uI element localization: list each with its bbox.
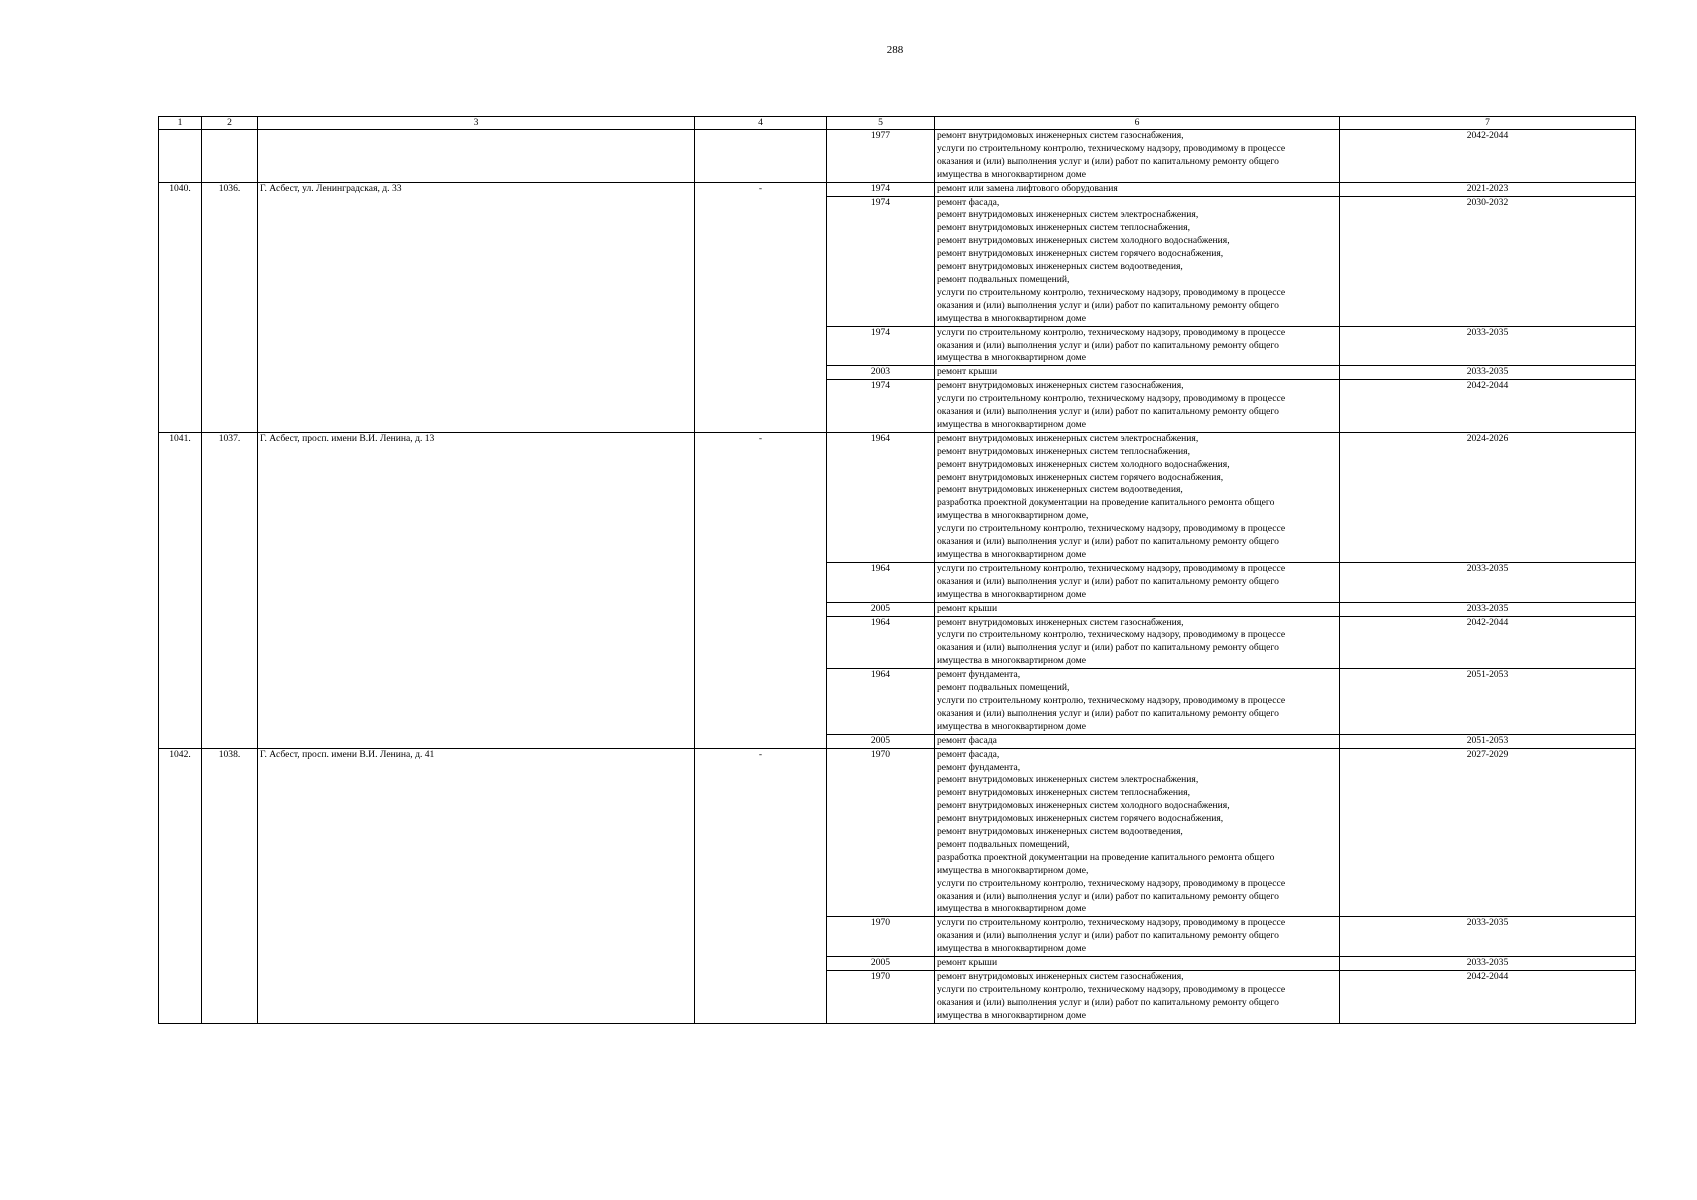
period-cell: 2042-2044 (1340, 130, 1636, 183)
works-cell (935, 917, 1340, 957)
work-item: имущества в многоквартирном доме (937, 549, 1086, 560)
work-item: услуги по строительному контролю, техническому надзору, проводимому в процессе (937, 326, 1286, 338)
period-cell: 2033-2035 (1340, 562, 1636, 602)
object-number-cell: 1037. (202, 432, 258, 748)
work-item: имущества в многоквартирном доме, (937, 510, 1089, 522)
work-item: имущества в многоквартирном доме (937, 1009, 1086, 1021)
table-row (159, 182, 1636, 196)
works-cell (935, 130, 1340, 183)
work-item: услуги по строительному контролю, техническому надзору, проводимому в процессе (937, 393, 1286, 405)
work-item: ремонт внутридомовых инженерных систем холодного водоснабжения, (937, 800, 1230, 812)
work-item: имущества в многоквартирном доме (937, 655, 1086, 667)
work-item: имущества в многоквартирном доме (937, 352, 1086, 364)
work-item: ремонт внутридомовых инженерных систем холодного водоснабжения, (937, 235, 1230, 247)
work-item: ремонт внутридомовых инженерных систем горячего водоснабжения, (937, 471, 1224, 483)
work-item: оказания и (или) выполнения услуг и (или) работ по капитальному ремонту общего (937, 299, 1279, 311)
work-item: ремонт подвальных помещений, (937, 838, 1070, 850)
work-item: ремонт или замена лифтового оборудования (937, 182, 1118, 194)
work-item: ремонт фасада, (937, 748, 1000, 760)
work-item: ремонт крыши (937, 957, 998, 969)
year-cell: 1970 (827, 917, 935, 957)
works-cell (935, 957, 1340, 971)
works-cell (935, 326, 1340, 366)
table-body (159, 130, 1636, 1024)
column-header: 3 (258, 117, 695, 130)
col4-cell: - (695, 432, 827, 748)
work-item: разработка проектной документации на проведение капитального ремонта общего (937, 497, 1275, 509)
period-cell: 2033-2035 (1340, 602, 1636, 616)
work-item: имущества в многоквартирном доме (937, 168, 1086, 180)
period-cell: 2033-2035 (1340, 957, 1636, 971)
work-item: ремонт фундамента, (937, 761, 1021, 773)
table-row (159, 748, 1636, 917)
work-item: оказания и (или) выполнения услуг и (или) работ по капитальному ремонту общего (937, 536, 1279, 548)
col4-cell: - (695, 182, 827, 432)
year-cell: 1974 (827, 182, 935, 196)
work-item: оказания и (или) выполнения услуг и (или) работ по капитальному ремонту общего (937, 155, 1279, 167)
year-cell: 1974 (827, 326, 935, 366)
table-row (159, 432, 1636, 562)
object-number-cell: 1036. (202, 182, 258, 432)
year-cell: 1964 (827, 616, 935, 669)
row-number-cell: 1042. (159, 748, 202, 1023)
work-item: имущества в многоквартирном доме (937, 720, 1086, 732)
year-cell: 1964 (827, 432, 935, 562)
work-item: услуги по строительному контролю, техническому надзору, проводимому в процессе (937, 286, 1286, 298)
work-item: ремонт внутридомовых инженерных систем теплоснабжения, (937, 222, 1190, 234)
work-item: ремонт внутридомовых инженерных систем водоотведения, (937, 261, 1183, 273)
year-cell: 2005 (827, 734, 935, 748)
year-cell: 1974 (827, 380, 935, 433)
period-cell: 2033-2035 (1340, 366, 1636, 380)
work-item: услуги по строительному контролю, техническому надзору, проводимому в процессе (937, 523, 1286, 535)
work-item: ремонт внутридомовых инженерных систем газоснабжения, (937, 130, 1184, 141)
works-cell (935, 380, 1340, 433)
work-item: ремонт внутридомовых инженерных систем электроснабжения, (937, 774, 1199, 786)
work-item: ремонт внутридомовых инженерных систем горячего водоснабжения, (937, 248, 1224, 260)
works-cell (935, 734, 1340, 748)
works-cell (935, 971, 1340, 1024)
work-item: ремонт крыши (937, 366, 998, 378)
address-cell (258, 130, 695, 183)
work-item: имущества в многоквартирном доме (937, 943, 1086, 955)
col4-cell: - (695, 748, 827, 1023)
work-item: услуги по строительному контролю, техническому надзору, проводимому в процессе (937, 142, 1286, 154)
work-item: услуги по строительному контролю, техническому надзору, проводимому в процессе (937, 629, 1286, 641)
year-cell: 1970 (827, 971, 935, 1024)
work-item: оказания и (или) выполнения услуг и (или) работ по капитальному ремонту общего (937, 575, 1279, 587)
work-item: имущества в многоквартирном доме (937, 588, 1086, 600)
work-item: оказания и (или) выполнения услуг и (или) работ по капитальному ремонту общего (937, 406, 1279, 418)
period-cell: 2042-2044 (1340, 616, 1636, 669)
period-cell: 2033-2035 (1340, 917, 1636, 957)
works-cell (935, 748, 1340, 917)
column-header: 5 (827, 117, 935, 130)
table-header-row (159, 117, 1636, 130)
work-item: ремонт фасада (937, 734, 997, 746)
row-number-cell: 1040. (159, 182, 202, 432)
work-item: оказания и (или) выполнения услуг и (или) работ по капитальному ремонту общего (937, 339, 1279, 351)
work-item: ремонт внутридомовых инженерных систем водоотведения, (937, 826, 1183, 838)
repair-schedule-table (158, 116, 1636, 1024)
work-item: услуги по строительному контролю, техническому надзору, проводимому в процессе (937, 694, 1286, 706)
work-item: имущества в многоквартирном доме (937, 312, 1086, 324)
page-number: 288 (886, 44, 904, 56)
work-item: ремонт внутридомовых инженерных систем теплоснабжения, (937, 787, 1190, 799)
works-cell (935, 196, 1340, 326)
year-cell: 1974 (827, 196, 935, 326)
address-cell: Г. Асбест, просп. имени В.И. Ленина, д. 13 (258, 432, 695, 748)
year-cell: 1964 (827, 669, 935, 735)
work-item: оказания и (или) выполнения услуг и (или) работ по капитальному ремонту общего (937, 890, 1279, 902)
work-item: ремонт внутридомовых инженерных систем газоснабжения, (937, 616, 1184, 628)
work-item: ремонт подвальных помещений, (937, 682, 1070, 694)
year-cell: 2003 (827, 366, 935, 380)
period-cell: 2027-2029 (1340, 748, 1636, 917)
work-item: ремонт внутридомовых инженерных систем горячего водоснабжения, (937, 813, 1224, 825)
period-cell: 2024-2026 (1340, 432, 1636, 562)
period-cell: 2051-2053 (1340, 669, 1636, 735)
work-item: имущества в многоквартирном доме, (937, 864, 1089, 876)
works-cell (935, 616, 1340, 669)
work-item: ремонт внутридомовых инженерных систем теплоснабжения, (937, 445, 1190, 457)
works-cell (935, 432, 1340, 562)
work-item: услуги по строительному контролю, техническому надзору, проводимому в процессе (937, 562, 1286, 574)
table-row (159, 130, 1636, 183)
year-cell: 1977 (827, 130, 935, 183)
row-number-cell: 1041. (159, 432, 202, 748)
work-item: оказания и (или) выполнения услуг и (или) работ по капитальному ремонту общего (937, 707, 1279, 719)
column-header: 1 (159, 117, 202, 130)
work-item: ремонт внутридомовых инженерных систем газоснабжения, (937, 971, 1184, 982)
period-cell: 2051-2053 (1340, 734, 1636, 748)
works-cell (935, 562, 1340, 602)
column-header: 2 (202, 117, 258, 130)
work-item: ремонт фасада, (937, 196, 1000, 208)
period-cell: 2021-2023 (1340, 182, 1636, 196)
works-cell (935, 182, 1340, 196)
row-number-cell (159, 130, 202, 183)
work-item: ремонт крыши (937, 602, 998, 614)
period-cell: 2042-2044 (1340, 971, 1636, 1024)
year-cell: 1970 (827, 748, 935, 917)
object-number-cell: 1038. (202, 748, 258, 1023)
work-item: ремонт внутридомовых инженерных систем газоснабжения, (937, 380, 1184, 392)
column-header: 4 (695, 117, 827, 130)
work-item: оказания и (или) выполнения услуг и (или) работ по капитальному ремонту общего (937, 642, 1279, 654)
object-number-cell (202, 130, 258, 183)
work-item: разработка проектной документации на проведение капитального ремонта общего (937, 851, 1275, 863)
work-item: ремонт внутридомовых инженерных систем электроснабжения, (937, 209, 1199, 221)
period-cell: 2042-2044 (1340, 380, 1636, 433)
work-item: ремонт внутридомовых инженерных систем водоотведения, (937, 484, 1183, 496)
works-cell (935, 669, 1340, 735)
work-item: оказания и (или) выполнения услуг и (или) работ по капитальному ремонту общего (937, 930, 1279, 942)
year-cell: 2005 (827, 602, 935, 616)
work-item: ремонт подвальных помещений, (937, 273, 1070, 285)
work-item: ремонт внутридомовых инженерных систем электроснабжения, (937, 432, 1199, 444)
work-item: услуги по строительному контролю, техническому надзору, проводимому в процессе (937, 877, 1286, 889)
period-cell: 2030-2032 (1340, 196, 1636, 326)
col4-cell (695, 130, 827, 183)
work-item: имущества в многоквартирном доме (937, 903, 1086, 915)
year-cell: 2005 (827, 957, 935, 971)
period-cell: 2033-2035 (1340, 326, 1636, 366)
address-cell: Г. Асбест, просп. имени В.И. Ленина, д. 41 (258, 748, 695, 1023)
work-item: оказания и (или) выполнения услуг и (или) работ по капитальному ремонту общего (937, 996, 1279, 1008)
column-header: 6 (935, 117, 1340, 130)
work-item: имущества в многоквартирном доме (937, 418, 1086, 430)
work-item: ремонт фундамента, (937, 669, 1021, 681)
work-item: услуги по строительному контролю, техническому надзору, проводимому в процессе (937, 917, 1286, 929)
work-item: ремонт внутридомовых инженерных систем холодного водоснабжения, (937, 458, 1230, 470)
address-cell: Г. Асбест, ул. Ленинградская, д. 33 (258, 182, 695, 432)
work-item: услуги по строительному контролю, техническому надзору, проводимому в процессе (937, 983, 1286, 995)
year-cell: 1964 (827, 562, 935, 602)
works-cell (935, 602, 1340, 616)
column-header: 7 (1340, 117, 1636, 130)
works-cell (935, 366, 1340, 380)
